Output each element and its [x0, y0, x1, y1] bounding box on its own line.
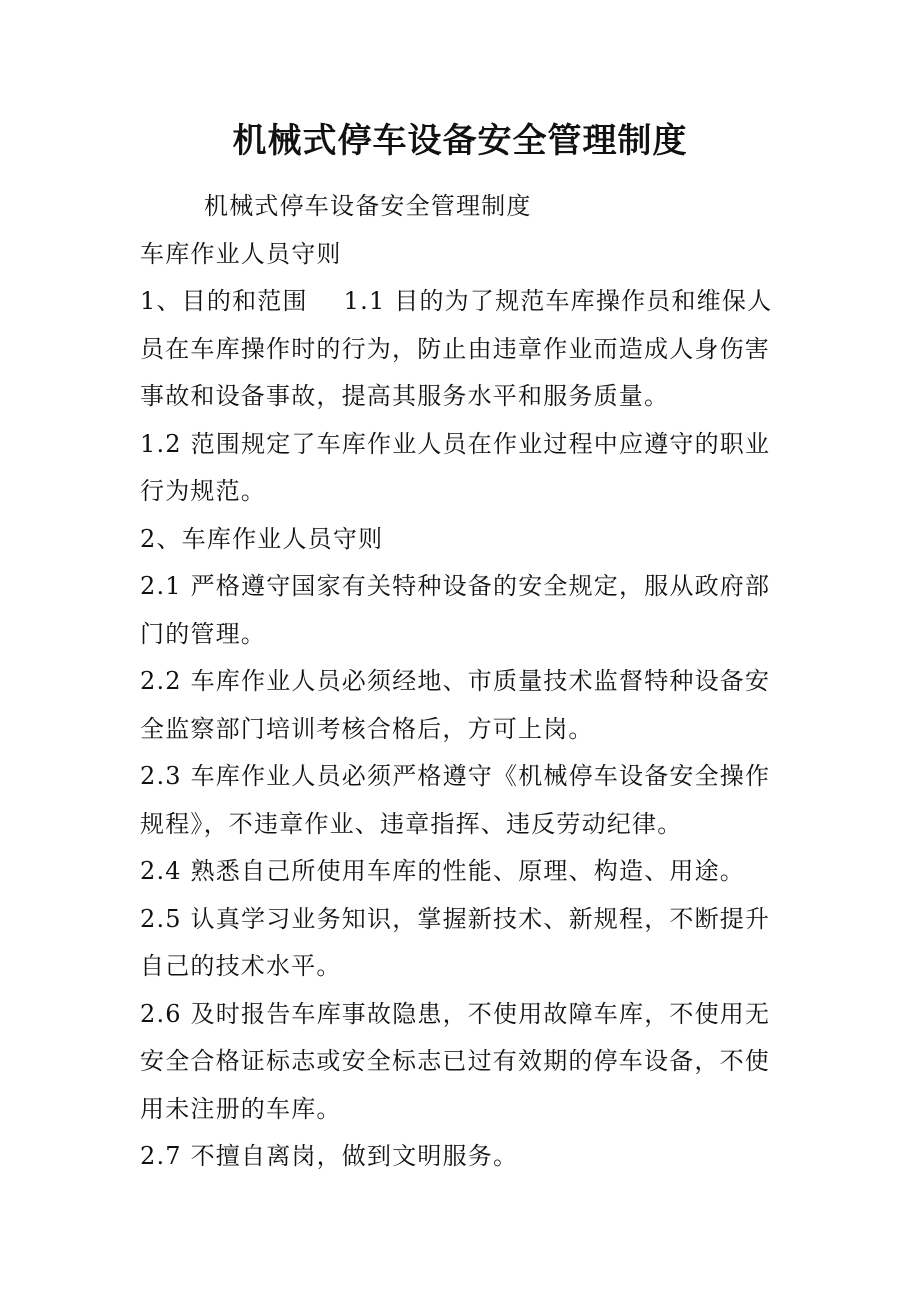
paragraph-2-1: 2.1 严格遵守国家有关特种设备的安全规定，服从政府部门的管理。	[140, 572, 771, 648]
paragraph-2-5: 2.5 认真学习业务知识，掌握新技术、新规程，不断提升自己的技术水平。	[140, 904, 771, 980]
document-subtitle: 机械式停车设备安全管理制度	[204, 192, 532, 220]
paragraph-1	[140, 278, 782, 421]
paragraph-2-3: 2.3 车库作业人员必须严格遵守《机械停车设备安全操作规程》，不违章作业、违章指挥、违反劳动纪律。	[140, 762, 771, 838]
paragraph-1-head: 1、目的和范围	[140, 287, 308, 315]
document-title: 机械式停车设备安全管理制度	[232, 121, 688, 161]
paragraph-2-2: 2.2 车库作业人员必须经地、市质量技术监督特种设备安全监察部门培训考核合格后，方可上岗。	[140, 667, 771, 743]
paragraph-2-7: 2.7 不擅自离岗，做到文明服务。	[140, 1142, 519, 1170]
paragraph-2-4: 2.4 熟悉自己所使用车库的性能、原理、构造、用途。	[140, 857, 745, 885]
paragraph-2: 2、车库作业人员守则	[140, 524, 384, 553]
section-heading: 车库作业人员守则	[140, 239, 342, 268]
paragraph-2-6: 2.6 及时报告车库事故隐患，不使用故障车库，不使用无安全合格证标志或安全标志已过有效期的停车设备，不使用未注册的车库。	[140, 999, 771, 1123]
paragraph-1-text: 1.1 目的为了规范车库操作员和维保人员在车库操作时的行为，防止由违章作业而造成人身伤害事故和设备事故，提高其服务水平和服务质量。	[140, 287, 773, 410]
document-body	[140, 183, 782, 1181]
paragraph-1-2: 1.2 范围规定了车库作业人员在作业过程中应遵守的职业行为规范。	[140, 429, 771, 505]
